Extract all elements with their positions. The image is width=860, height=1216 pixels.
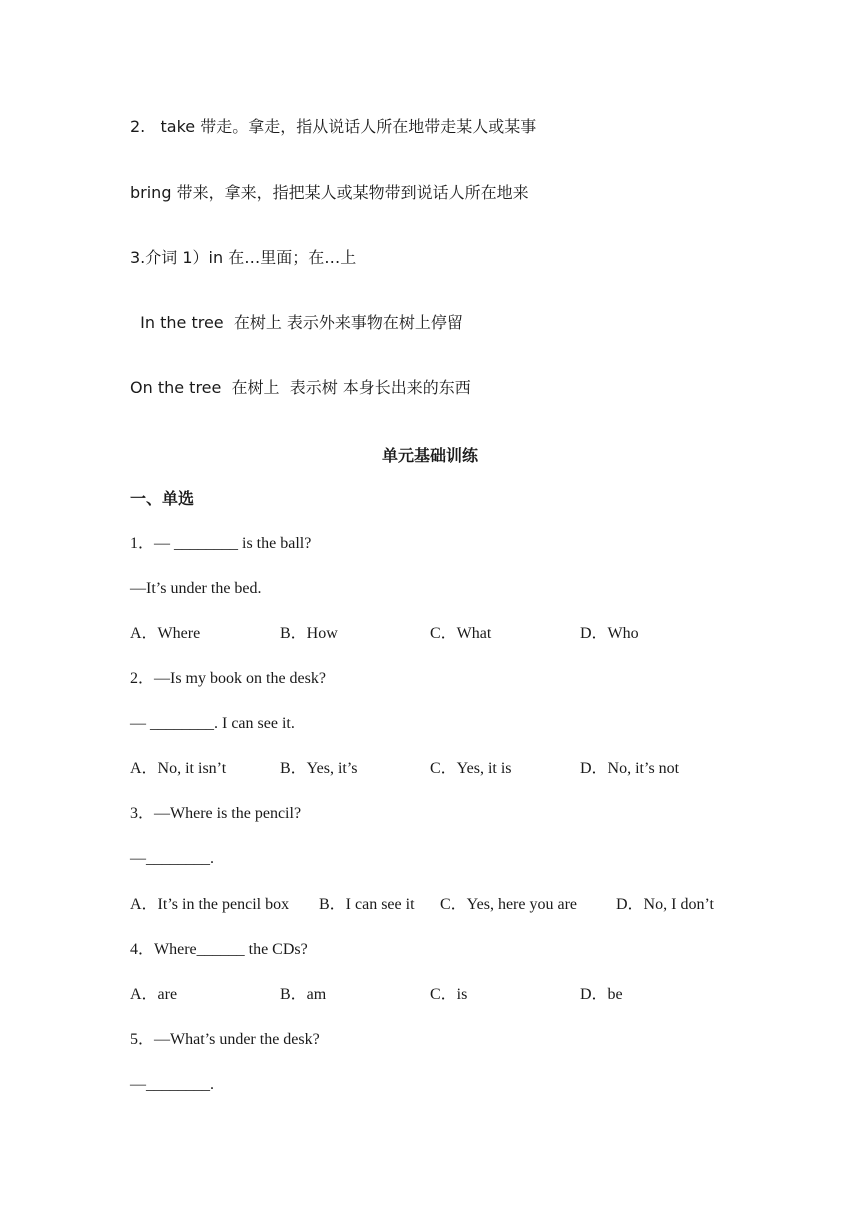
question-1-option-d: D．Who — [580, 625, 639, 642]
question-5-reply: —________. — [130, 1076, 214, 1093]
question-2-option-a: A．No, it isn’t — [130, 760, 227, 777]
note-line-preposition: 3.介词 1）in 在…里面；在…上 — [130, 248, 357, 267]
section-heading: 一、单选 — [130, 489, 195, 508]
question-3-option-a: A．It’s in the pencil box — [130, 896, 290, 913]
question-2-stem: 2．—Is my book on the desk? — [130, 670, 326, 687]
question-4-option-b: B．am — [280, 986, 327, 1003]
question-1-option-c: C．What — [430, 625, 492, 642]
question-1-option-a: A．Where — [130, 625, 201, 642]
question-2-option-d: D．No, it’s not — [580, 760, 680, 777]
question-1-option-b: B．How — [280, 625, 338, 642]
question-4-option-d: D．be — [580, 986, 623, 1003]
note-line-in-the-tree: In the tree 在树上 表示外来事物在树上停留 — [130, 313, 463, 332]
question-3-stem: 3．—Where is the pencil? — [130, 805, 302, 822]
question-2-option-c: C．Yes, it is — [430, 760, 512, 777]
note-line-on-the-tree: On the tree 在树上 表示树 本身长出来的东西 — [130, 378, 471, 397]
question-2-option-b: B．Yes, it’s — [280, 760, 358, 777]
note-line-take: 2. take 带走。拿走，指从说话人所在地带走某人或某事 — [130, 117, 537, 136]
exercise-title: 单元基础训练 — [381, 446, 478, 465]
question-3-option-d: D．No, I don’t — [616, 896, 714, 913]
question-2-reply: — ________. I can see it. — [130, 715, 295, 732]
question-1-reply: —It’s under the bed. — [130, 580, 262, 597]
question-4-option-c: C．is — [430, 986, 468, 1003]
question-3-option-b: B．I can see it — [319, 896, 415, 913]
question-5-stem: 5．—What’s under the desk? — [130, 1031, 320, 1048]
question-4-stem: 4．Where______ the CDs? — [130, 941, 308, 958]
note-line-bring: bring 带来，拿来，指把某人或某物带到说话人所在地来 — [130, 183, 529, 202]
question-4-option-a: A．are — [130, 986, 178, 1003]
question-1-stem: 1．— ________ is the ball? — [130, 535, 312, 552]
question-3-reply: —________. — [130, 850, 214, 867]
question-3-option-c: C．Yes, here you are — [440, 896, 578, 913]
